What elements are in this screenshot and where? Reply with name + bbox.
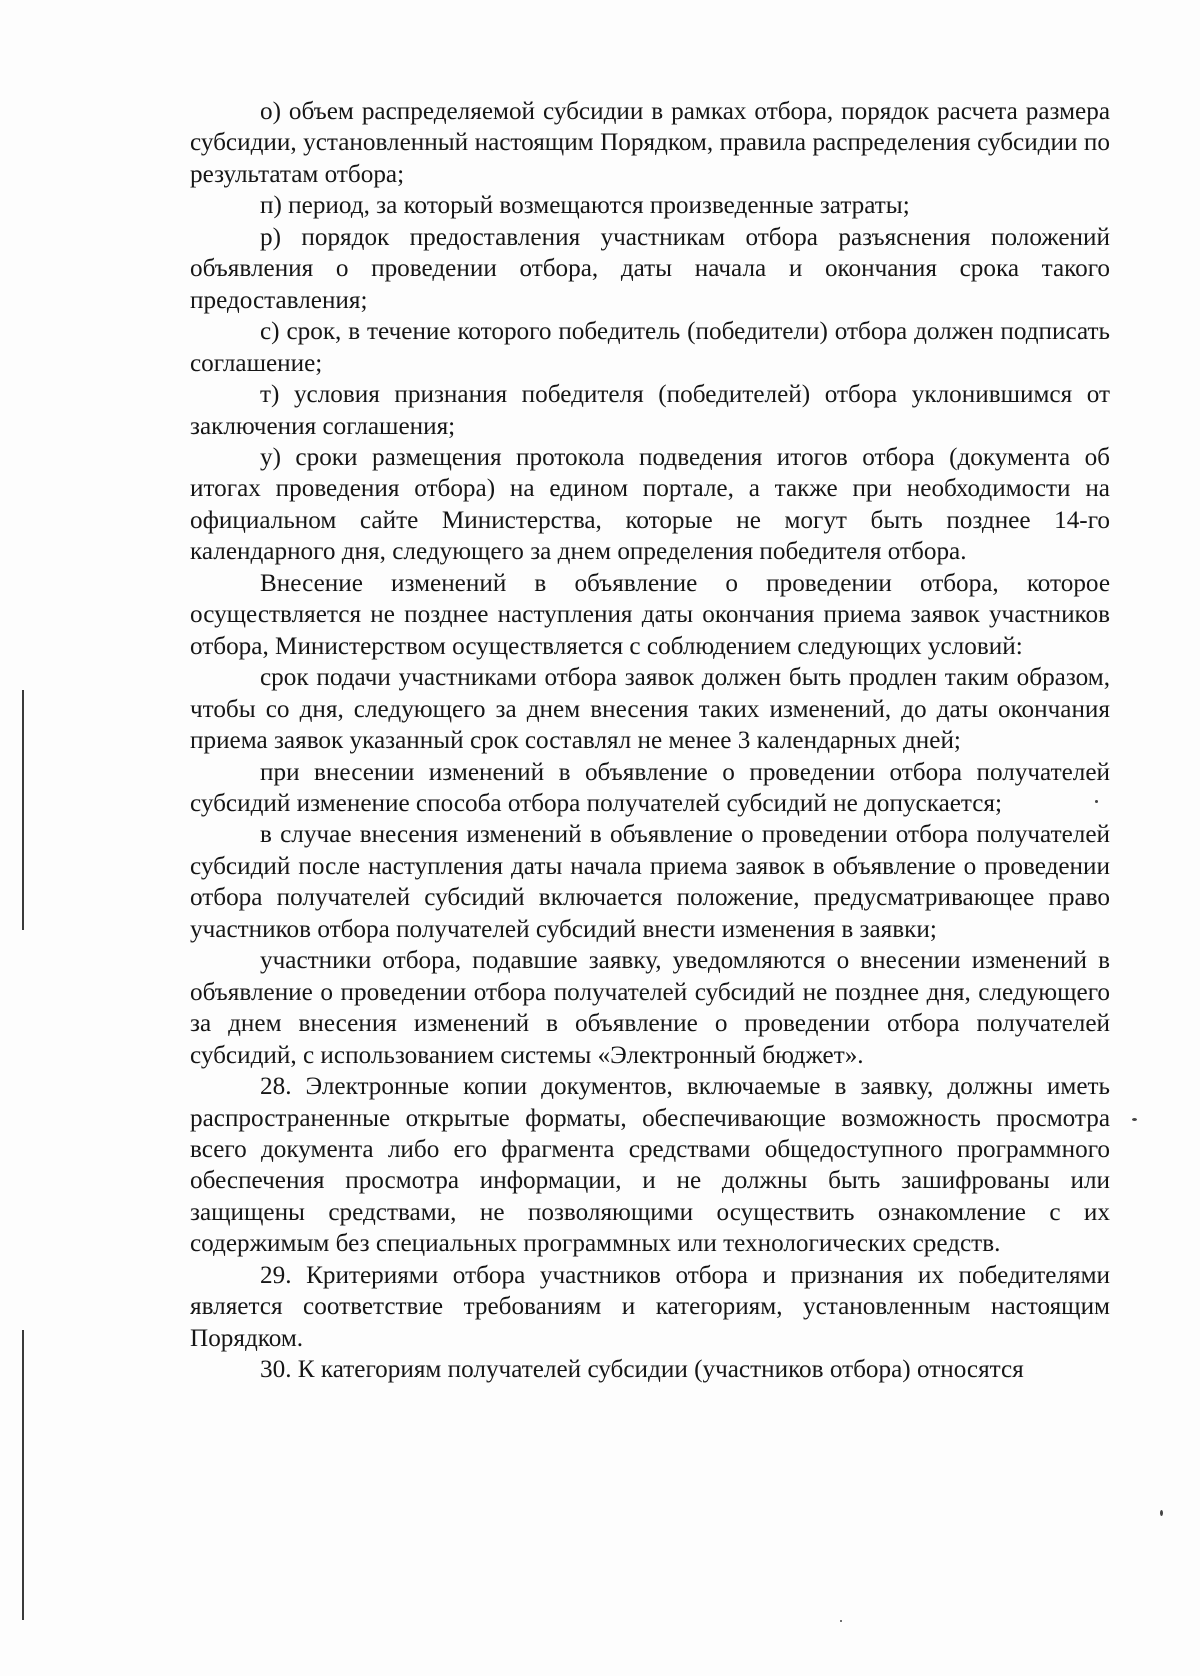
- paragraph-condition-deadline: срок подачи участниками отбора заявок должен быть продлен таким образом, чтобы со дня, следующего за днем внесения таких изменений, до даты окончания приема заявок указанный срок составлял не менее 3 календарных дней;: [190, 664, 1110, 755]
- paragraph-item-o: о) объем распределяемой субсидии в рамках отбора, порядок расчета размера субсидии, установленный настоящим Порядком, правила распределения субсидии по результатам отбора;: [190, 98, 1110, 188]
- paragraph-item-r: р) порядок предоставления участникам отбора разъяснения положений объявления о проведении отбора, даты начала и окончания срока такого предоставления;: [190, 223, 1110, 314]
- scan-speck: [840, 1620, 842, 1622]
- scan-speck: [1132, 1118, 1137, 1121]
- paragraph-29: 29. Критериями отбора участников отбора и признания их победителями является соответствие требованиям и категориям, установленным настоящим Порядком.: [190, 1261, 1110, 1352]
- scan-margin-line-upper: [22, 690, 24, 930]
- document-body: [190, 96, 1110, 1386]
- paragraph-condition-changes: в случае внесения изменений в объявление о проведении отбора получателей субсидий после наступления даты начала приема заявок в объявление о проведении отбора получателей субсидий включается положение, предусматривающее право участников отбора получателей субсидий внести изменения в заявки;: [190, 821, 1110, 943]
- paragraph-item-t: т) условия признания победителя (победителей) отбора уклонившимся от заключения соглашения;: [190, 381, 1110, 440]
- paragraph-amendments-intro: Внесение изменений в объявление о проведении отбора, которое осуществляется не позднее наступления даты окончания приема заявок участников отбора, Министерством осуществляется с соблюдением следующих условий:: [190, 569, 1110, 660]
- scan-speck: [1160, 1510, 1163, 1516]
- paragraph-item-p: п) период, за который возмещаются произведенные затраты;: [260, 192, 910, 220]
- paragraph-item-s: с) срок, в течение которого победитель (победители) отбора должен подписать соглашение;: [190, 318, 1110, 377]
- paragraph-condition-notification: участники отбора, подавшие заявку, уведомляются о внесении изменений в объявление о проведении отбора получателей субсидий не позднее дня, следующего за днем внесения изменений в объявление о проведении отбора получателей субсидий, с использованием системы «Электронный бюджет».: [190, 947, 1110, 1069]
- paragraph-item-u: у) сроки размещения протокола подведения итогов отбора (документа об итогах проведения отбора) на едином портале, а также при необходимости на официальном сайте Министерства, которые не могут быть позднее 14-го календарного дня, следующего за днем определения победителя отбора.: [190, 443, 1110, 566]
- paragraph-28: 28. Электронные копии документов, включаемые в заявку, должны иметь распространенные открытые форматы, обеспечивающие возможность просмотра всего документа либо его фрагмента средствами общедоступного программного обеспечения просмотра информации, и не должны быть зашифрованы или защищены средствами, не позволяющими осуществить ознакомление с их содержимым без специальных программных или технологических средств.: [190, 1073, 1110, 1258]
- paragraph-30: 30. К категориям получателей субсидии (участников отбора) относятся: [260, 1356, 1024, 1384]
- paragraph-condition-method: при внесении изменений в объявление о проведении отбора получателей субсидий изменение способа отбора получателей субсидий не допускается;: [190, 758, 1110, 817]
- scan-margin-line-lower: [22, 1330, 24, 1620]
